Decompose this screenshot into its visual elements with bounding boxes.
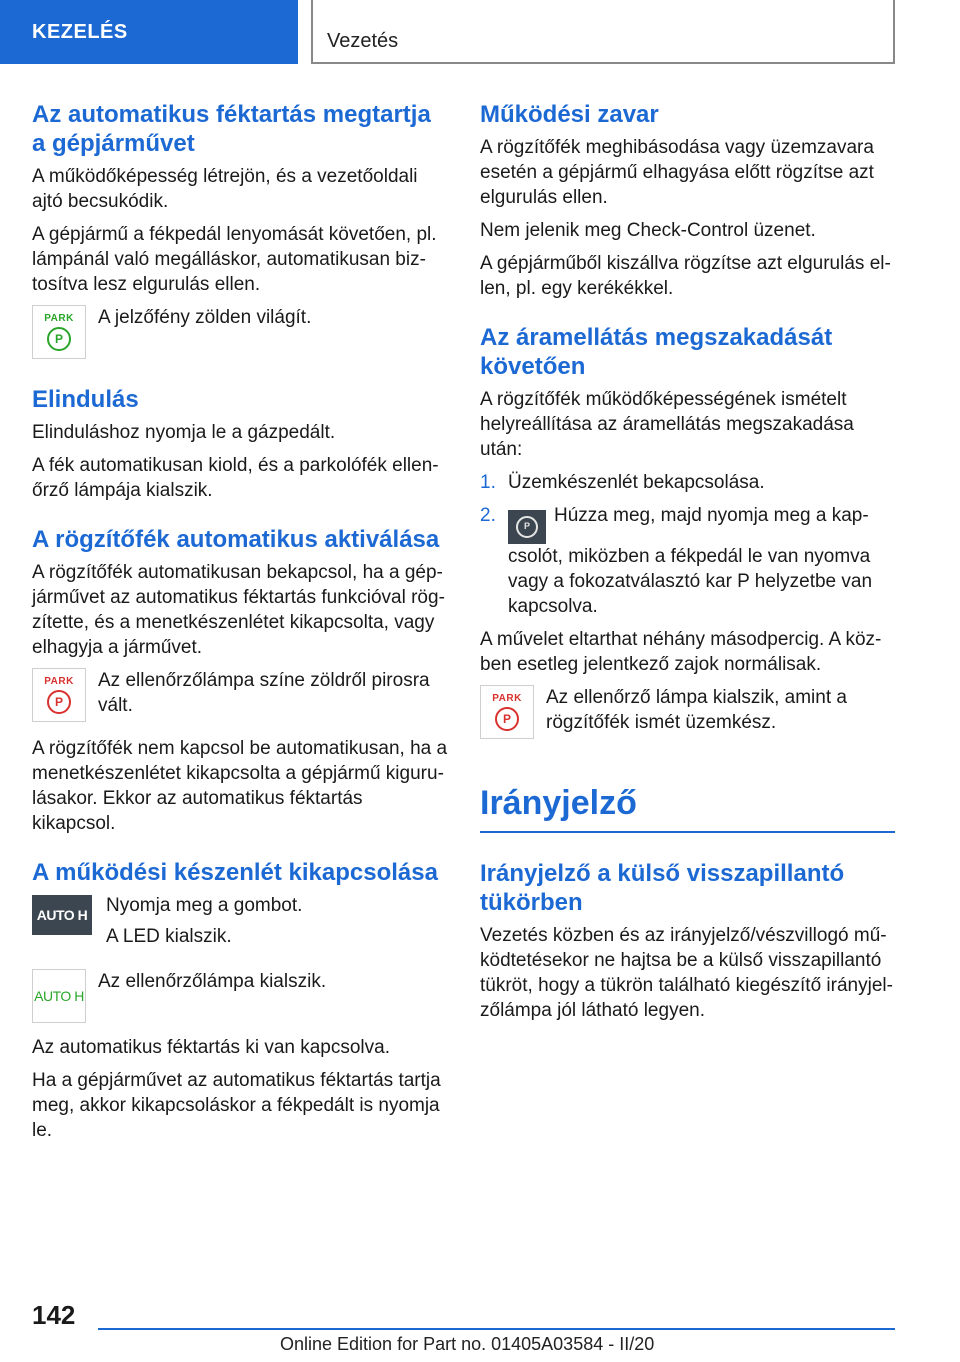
paragraph: Nem jelenik meg Check-Control üzenet.	[480, 220, 816, 241]
auto-hold-green-icon: AUTO H	[32, 969, 86, 1023]
indicator-row	[32, 969, 450, 1023]
heading-auto-activation: A rögzítőfék automatikus aktiválása	[32, 526, 440, 553]
park-brake-red-icon: PARK P	[32, 668, 86, 722]
left-column	[32, 100, 450, 1151]
heading-mirror-indicator: Irányjelző a külső visszapillantó tükörben	[480, 859, 845, 916]
right-column	[480, 100, 895, 1031]
instruction-text: Nyomja meg a gombot.	[106, 895, 303, 916]
paragraph: Ha a gépjárművet az automatikus féktartás tartja meg, akkor kikapcsoláskor a fékpedált is nyomja le.	[32, 1070, 441, 1141]
indicator-text: Az ellenőrzőlámpa színe zöldről pirosra vált.	[98, 670, 430, 716]
heading-malfunction: Működési zavar	[480, 101, 659, 128]
paragraph: Az automatikus féktartás ki van kapcsolva.	[32, 1037, 390, 1058]
indicator-row	[32, 305, 450, 359]
parking-brake-switch-icon: P	[508, 510, 546, 544]
paragraph: A rögzítőfék nem kapcsol be automatikusan, ha a menetkészenlétet kikapcsolta a gépjármű kigurulásakor. Ekkor az automatikus féktartás kikapcsol.	[32, 738, 448, 834]
park-brake-red-icon: PARK P	[480, 685, 534, 739]
heading-auto-hold: Az automatikus féktartás megtartja a gépjárművet	[32, 101, 431, 157]
heading-after-power-loss: Az áramellátás megszakadását követően	[480, 324, 833, 380]
indicator-text: A jelzőfény zölden világít.	[98, 307, 312, 328]
auto-hold-button-icon: AUTO H	[32, 895, 92, 935]
button-row	[32, 893, 450, 955]
paragraph: A működőképesség létrejön, és a vezetőoldali ajtó becsukódik.	[32, 166, 418, 212]
paragraph: A gépjármű a fékpedál lenyomását követően, pl. lámpánál való megálláskor, automatikusan biztosítva lesz elgurulás ellen.	[32, 224, 437, 295]
indicator-text: Az ellenőrzőlámpa kialszik.	[98, 971, 327, 992]
footer-divider	[98, 1328, 895, 1330]
chapter-title: Irányjelző	[480, 783, 637, 822]
paragraph: Vezetés közben és az irányjelző/vészvillogó működtetésekor ne hajtsa be a külső visszapillantó tükröt, hogy a tükrön található kiegészítő irányjelzőlámpa jól látható legyen.	[480, 924, 893, 1021]
led-text: A LED kialszik.	[106, 926, 232, 947]
park-brake-green-icon: PARK P	[32, 305, 86, 359]
indicator-row	[480, 685, 895, 741]
paragraph: A művelet eltarthat néhány másodpercig. A közben esetleg jelentkező zajok normálisak.	[480, 628, 882, 675]
chapter-header-title: Vezetés	[311, 0, 895, 64]
paragraph: A rögzítőfék meghibásodása vagy üzemzavara esetén a gépjármű elhagyása előtt rögzítse azt elgurulás ellen.	[480, 137, 874, 208]
paragraph: A fék automatikusan kiold, és a parkolófék ellenőrző lámpája kialszik.	[32, 455, 439, 501]
chapter-divider	[480, 831, 895, 833]
list-item: 1. Üzemkészenlét bekapcsolása.	[480, 472, 765, 493]
indicator-row	[32, 668, 450, 724]
heading-start-off: Elindulás	[32, 386, 139, 413]
steps-list	[480, 470, 895, 619]
list-item: 2. P Húzza meg, majd nyomja meg a kapcsolót, miközben a fékpedál le van nyomva vagy a fokozatválasztó kar P helyzetbe van kapcsolva.	[480, 505, 873, 617]
heading-deactivate: A működési készenlét kikapcsolása	[32, 859, 438, 886]
section-tab: KEZELÉS	[0, 0, 298, 64]
indicator-text: Az ellenőrző lámpa kialszik, amint a rögzítőfék ismét üzemkész.	[546, 686, 847, 733]
paragraph: A rögzítőfék működőképességének ismételt helyreállítása az áramellátás megszakadása után:	[480, 389, 854, 460]
page-number: 142	[32, 1300, 76, 1330]
paragraph: Elinduláshoz nyomja le a gázpedált.	[32, 422, 336, 443]
paragraph: A gépjárműből kiszállva rögzítse azt elgurulás ellen, pl. egy kerékékkel.	[480, 253, 891, 299]
paragraph: A rögzítőfék automatikusan bekapcsol, ha a gépjárművet az automatikus féktartás funkcióval rögzítette, és a menetkészenlétet kikapcsolta, vagy elhagyja a járművet.	[32, 562, 445, 658]
footer-edition: Online Edition for Part no. 01405A03584 - II/20	[280, 1334, 655, 1354]
